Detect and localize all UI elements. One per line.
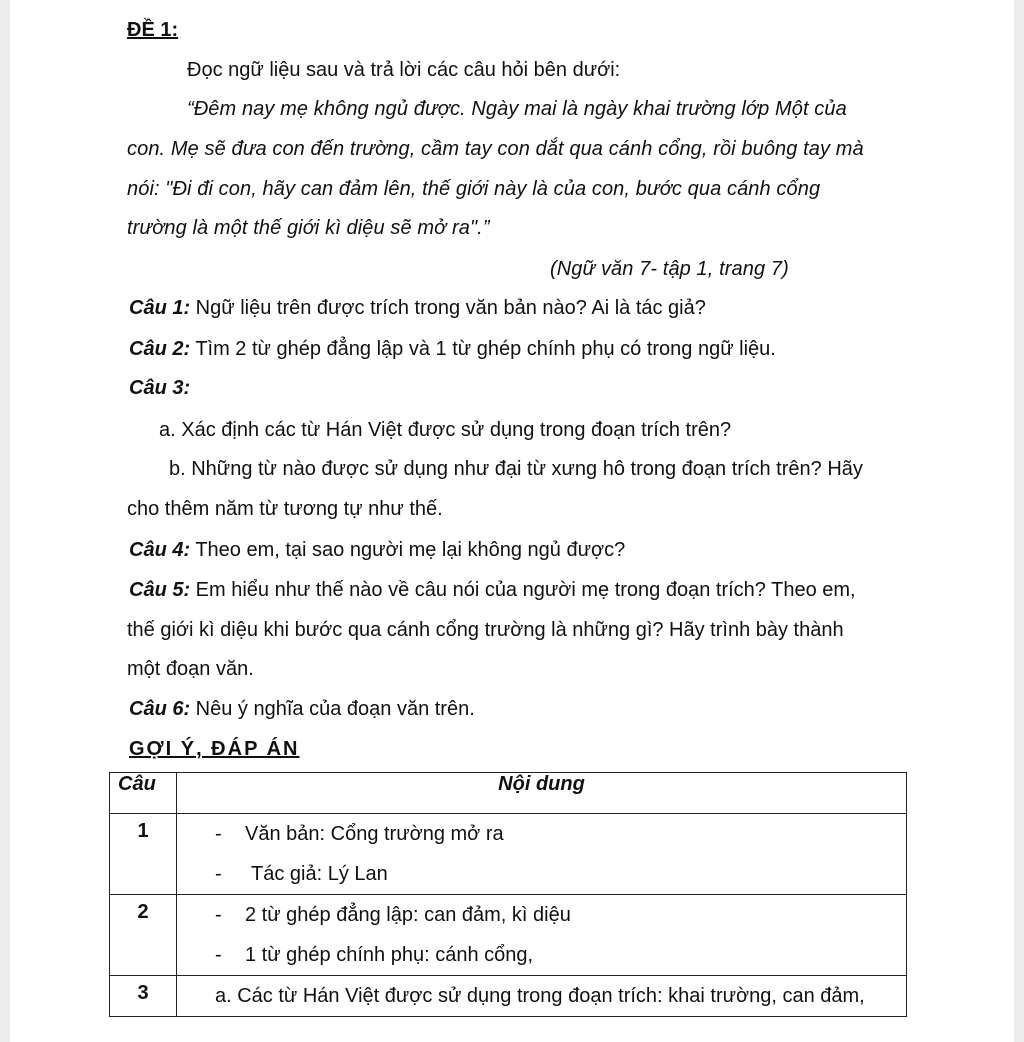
table-header-noi-dung: Nội dung	[177, 773, 907, 814]
table-header-row	[110, 773, 907, 814]
row-number: 1	[110, 814, 177, 895]
list-item-text: Tác giả: Lý Lan	[251, 863, 388, 885]
question-3-label: Câu 3:	[129, 377, 191, 399]
question-text: Tìm 2 từ ghép đẳng lập và 1 từ ghép chính phụ có trong ngữ liệu.	[190, 338, 776, 360]
passage-line: con. Mẹ sẽ đưa con đến trường, cầm tay con dắt qua cánh cổng, rồi buông tay mà	[127, 138, 864, 160]
question-text: Theo em, tại sao người mẹ lại không ngủ được?	[190, 539, 626, 561]
passage-line: trường là một thế giới kì diệu sẽ mở ra".”	[127, 217, 490, 239]
table-row	[110, 976, 907, 1017]
row-number: 2	[110, 895, 177, 976]
list-item	[177, 935, 906, 975]
question-label: Câu 1:	[129, 297, 191, 319]
list-item-text: Văn bản: Cổng trường mở ra	[245, 823, 504, 845]
list-item	[177, 895, 906, 935]
dash-bullet: -	[215, 863, 222, 885]
question-label: Câu 4:	[129, 539, 191, 561]
answers-heading: GỢI Ý, ĐÁP ÁN	[129, 738, 300, 760]
dash-bullet: -	[215, 823, 222, 845]
row-content	[177, 895, 907, 976]
question-3a: a. Xác định các từ Hán Việt được sử dụng trong đoạn trích trên?	[159, 419, 732, 441]
passage-line: “Đêm nay mẹ không ngủ được. Ngày mai là ngày khai trường lớp Một của	[187, 98, 847, 120]
list-item-text: 1 từ ghép chính phụ: cánh cổng,	[245, 944, 534, 966]
table-row	[110, 895, 907, 976]
question-text: Em hiểu như thế nào về câu nói của người mẹ trong đoạn trích? Theo em,	[190, 579, 856, 601]
list-item-text: a. Các từ Hán Việt được sử dụng trong đoạn trích: khai trường, can đảm,	[215, 985, 865, 1007]
question-text: Nêu ý nghĩa của đoạn văn trên.	[190, 698, 475, 720]
table-header-cau: Câu	[110, 773, 177, 814]
question-5-line: một đoạn văn.	[127, 658, 254, 680]
question-label: Câu 2:	[129, 338, 191, 360]
dash-bullet: -	[215, 944, 222, 966]
list-item-text: 2 từ ghép đẳng lập: can đảm, kì diệu	[245, 904, 571, 926]
question-2	[129, 337, 776, 361]
list-item	[177, 854, 906, 894]
question-6	[129, 697, 475, 721]
question-label: Câu 6:	[129, 698, 191, 720]
list-item	[177, 976, 906, 1016]
list-item	[177, 814, 906, 854]
question-3b-line: cho thêm năm từ tương tự như thế.	[127, 498, 443, 520]
question-1	[129, 296, 706, 320]
row-content	[177, 976, 907, 1017]
row-number: 3	[110, 976, 177, 1017]
question-4	[129, 538, 625, 562]
answers-table	[109, 772, 907, 1017]
question-text: Ngữ liệu trên được trích trong văn bản nào? Ai là tác giả?	[190, 297, 706, 319]
instruction-text: Đọc ngữ liệu sau và trả lời các câu hỏi bên dưới:	[187, 59, 621, 81]
question-label: Câu 5:	[129, 579, 191, 601]
passage-source: (Ngữ văn 7- tập 1, trang 7)	[550, 258, 789, 280]
question-5-line: thế giới kì diệu khi bước qua cánh cổng trường là những gì? Hãy trình bày thành	[127, 619, 844, 641]
row-content	[177, 814, 907, 895]
passage-line: nói: "Đi đi con, hãy can đảm lên, thế giới này là của con, bước qua cánh cổng	[127, 178, 821, 200]
exam-title: ĐỀ 1:	[127, 19, 179, 41]
table-row	[110, 814, 907, 895]
dash-bullet: -	[215, 904, 222, 926]
question-3b-line: b. Những từ nào được sử dụng như đại từ xưng hô trong đoạn trích trên? Hãy	[169, 458, 863, 480]
question-5	[129, 578, 856, 602]
